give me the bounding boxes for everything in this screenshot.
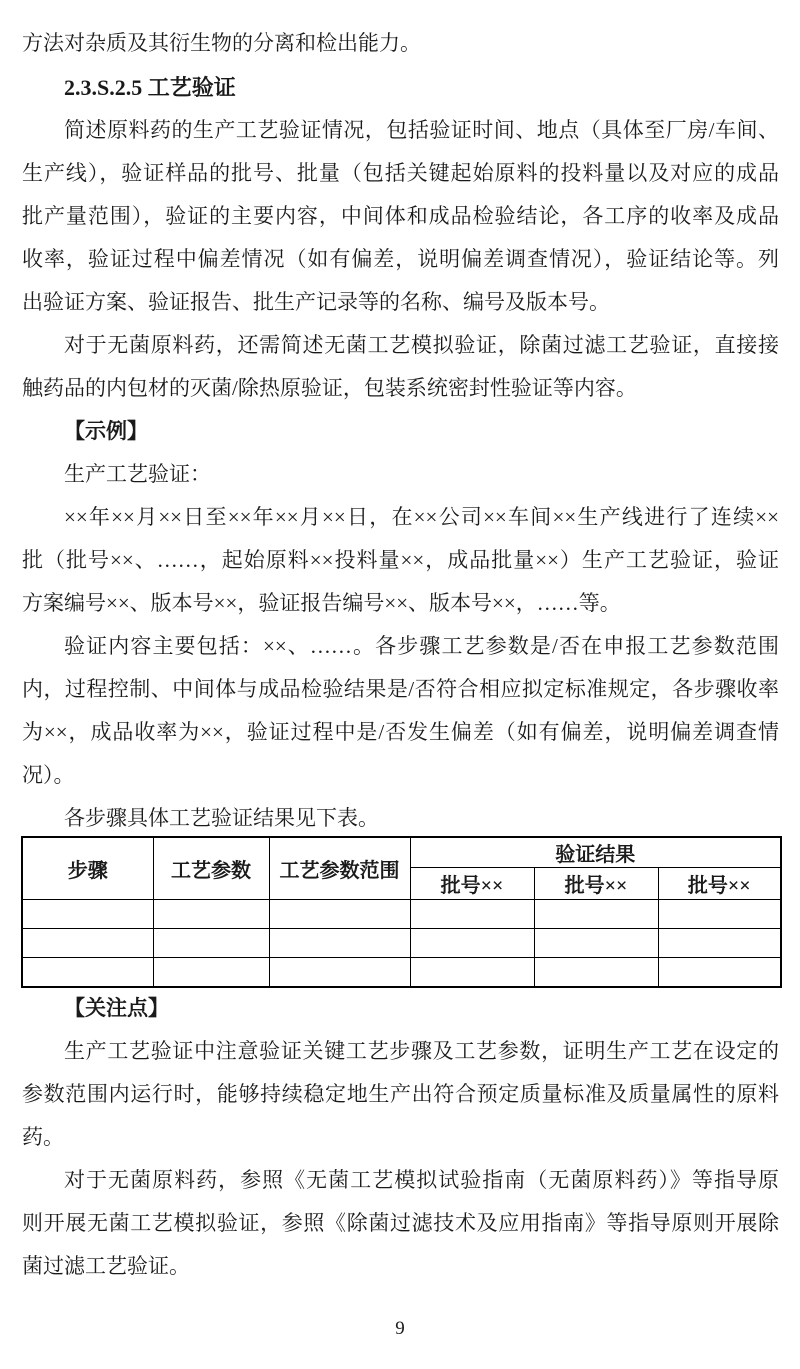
paragraph-line: 况）。 [22, 763, 75, 787]
paragraph-line: 对于无菌原料药，还需简述无菌工艺模拟验证，除菌过滤工艺验证，直接接 [64, 333, 779, 357]
table-cell [410, 958, 534, 987]
paragraph-line: 菌过滤工艺验证。 [22, 1254, 190, 1278]
table-row [22, 929, 781, 958]
table-cell [410, 900, 534, 929]
table-row [22, 958, 781, 987]
table-cell [658, 900, 781, 929]
paragraph-line: 药。 [22, 1125, 64, 1149]
table-cell [658, 958, 781, 987]
table-cell [534, 900, 658, 929]
table-header-batch: 批号×× [410, 868, 534, 900]
paragraph-line: 生产工艺验证中注意验证关键工艺步骤及工艺参数，证明生产工艺在设定的 [64, 1039, 779, 1063]
example-label: 【示例】 [64, 419, 148, 443]
paragraph-line: ××年××月××日至××年××月××日，在××公司××车间××生产线进行了连续×× [64, 505, 779, 529]
paragraph-line: 触药品的内包材的灭菌/除热原验证，包装系统密封性验证等内容。 [22, 376, 637, 400]
paragraph-line: 内，过程控制、中间体与成品检验结果是/否符合相应拟定标准规定，各步骤收率 [22, 677, 779, 701]
paragraph-line: 生产线），验证样品的批号、批量（包括关键起始原料的投料量以及对应的成品 [22, 161, 779, 185]
paragraph-line: 批产量范围），验证的主要内容，中间体和成品检验结论，各工序的收率及成品 [22, 204, 779, 228]
validation-results-table [21, 836, 782, 988]
section-heading: 2.3.S.2.5 工艺验证 [64, 75, 236, 100]
table-cell [269, 900, 410, 929]
table-cell [534, 929, 658, 958]
table-header-range: 工艺参数范围 [269, 837, 410, 900]
table-row [22, 900, 781, 929]
table-header-param: 工艺参数 [153, 837, 269, 900]
paragraph-line: 验证内容主要包括：××、……。各步骤工艺参数是/否在申报工艺参数范围 [64, 634, 779, 658]
paragraph-line: 生产工艺验证： [64, 462, 211, 486]
paragraph-line: 对于无菌原料药，参照《无菌工艺模拟试验指南（无菌原料药）》等指导原 [64, 1168, 779, 1192]
paragraph-line: 为××，成品收率为××，验证过程中是/否发生偏差（如有偏差，说明偏差调查情 [22, 720, 779, 744]
table-cell [534, 958, 658, 987]
paragraph-line: 批（批号××、……，起始原料××投料量××，成品批量××）生产工艺验证，验证 [22, 548, 779, 572]
paragraph-line: 收率，验证过程中偏差情况（如有偏差，说明偏差调查情况），验证结论等。列 [22, 247, 779, 271]
table-cell [22, 929, 153, 958]
table-header-step: 步骤 [22, 837, 153, 900]
table-cell [153, 958, 269, 987]
paragraph-line: 方案编号××、版本号××，验证报告编号××、版本号××，……等。 [22, 591, 621, 615]
table-cell [22, 900, 153, 929]
table-cell [269, 958, 410, 987]
table-cell [269, 929, 410, 958]
table-cell [153, 929, 269, 958]
table-cell [658, 929, 781, 958]
table-header-batch: 批号×× [658, 868, 781, 900]
table-intro-line: 各步骤具体工艺验证结果见下表。 [64, 806, 379, 830]
paragraph-line: 出验证方案、验证报告、批生产记录等的名称、编号及版本号。 [22, 290, 610, 314]
paragraph-line: 简述原料药的生产工艺验证情况，包括验证时间、地点（具体至厂房/车间、 [64, 118, 779, 142]
paragraph-line: 则开展无菌工艺模拟验证，参照《除菌过滤技术及应用指南》等指导原则开展除 [22, 1211, 779, 1235]
table-cell [153, 900, 269, 929]
paragraph-line: 方法对杂质及其衍生物的分离和检出能力。 [22, 31, 421, 55]
focus-label: 【关注点】 [64, 996, 169, 1020]
page-number: 9 [395, 1318, 405, 1339]
paragraph-line: 参数范围内运行时，能够持续稳定地生产出符合预定质量标准及质量属性的原料 [22, 1082, 779, 1106]
table-header-result: 验证结果 [410, 837, 781, 868]
table-cell [410, 929, 534, 958]
table-cell [22, 958, 153, 987]
table-header-batch: 批号×× [534, 868, 658, 900]
